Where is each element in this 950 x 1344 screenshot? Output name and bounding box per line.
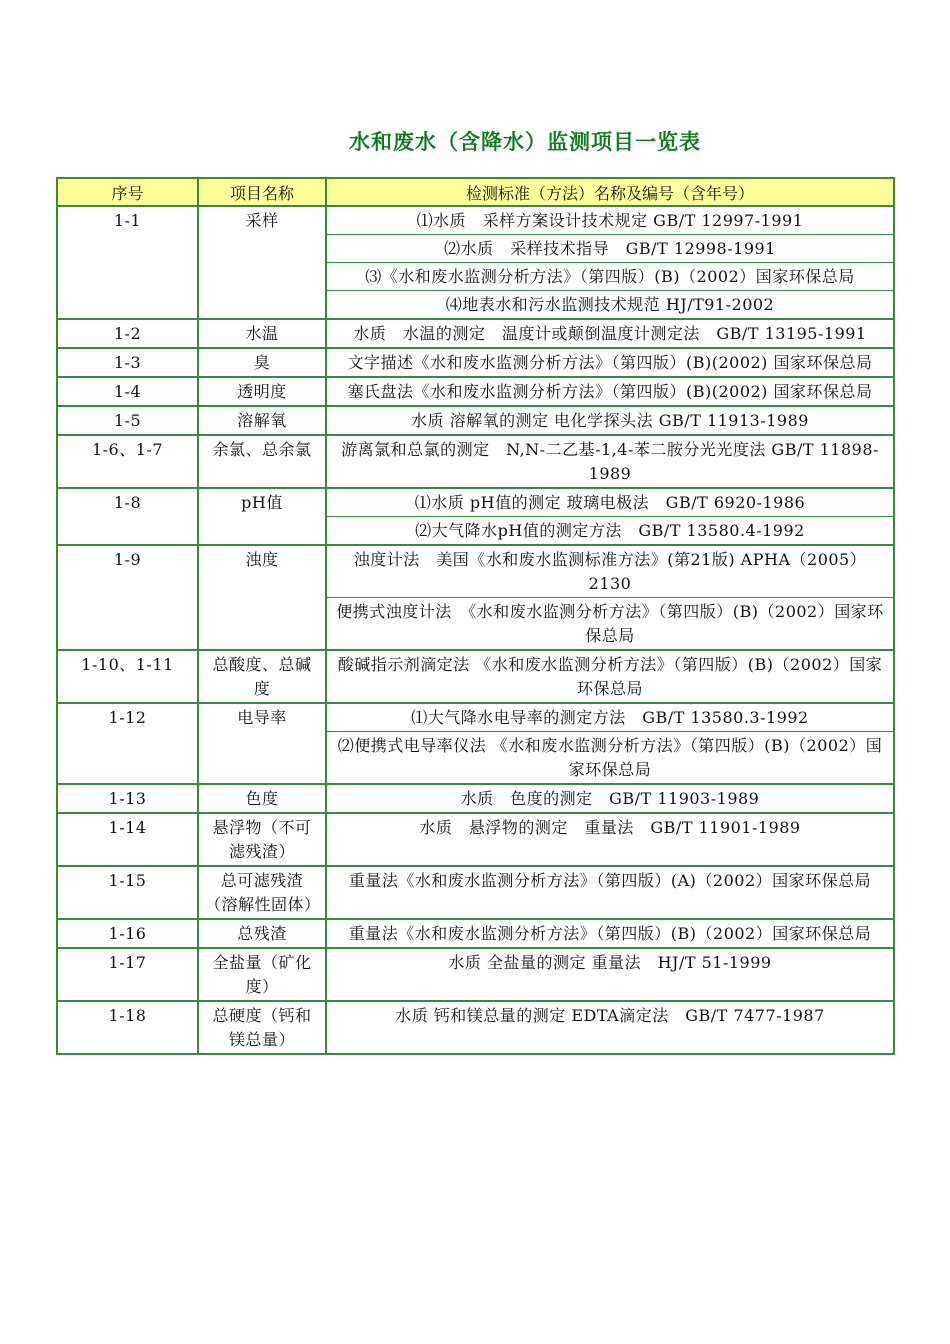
method-cell: ⑴大气降水电导率的测定方法 GB/T 13580.3-1992 bbox=[326, 703, 894, 732]
seq-cell: 1-4 bbox=[57, 377, 198, 406]
seq-cell: 1-6、1-7 bbox=[57, 435, 198, 488]
method-cell: 塞氏盘法《水和废水监测分析方法》（第四版）(B)(2002) 国家环保总局 bbox=[326, 377, 894, 406]
item-name-cell: 浊度 bbox=[198, 545, 326, 650]
method-cell: 水质 悬浮物的测定 重量法 GB/T 11901-1989 bbox=[326, 813, 894, 866]
table-row bbox=[57, 703, 894, 732]
seq-cell: 1-16 bbox=[57, 919, 198, 948]
method-cell: 水质 色度的测定 GB/T 11903-1989 bbox=[326, 784, 894, 813]
seq-cell: 1-13 bbox=[57, 784, 198, 813]
seq-cell: 1-5 bbox=[57, 406, 198, 435]
header-name: 项目名称 bbox=[198, 178, 326, 206]
table-row bbox=[57, 866, 894, 919]
method-cell: 文字描述《水和废水监测分析方法》（第四版）(B)(2002) 国家环保总局 bbox=[326, 348, 894, 377]
item-name-cell: 总酸度、总碱度 bbox=[198, 650, 326, 703]
item-name-cell: 余氯、总余氯 bbox=[198, 435, 326, 488]
method-cell: ⑷地表水和污水监测技术规范 HJ/T91-2002 bbox=[326, 291, 894, 320]
method-cell: 游离氯和总氯的测定 N,N-二乙基-1,4-苯二胺分光光度法 GB/T 11898-1989 bbox=[326, 435, 894, 488]
seq-cell: 1-12 bbox=[57, 703, 198, 784]
table-row bbox=[57, 206, 894, 235]
table-row bbox=[57, 919, 894, 948]
method-cell: 便携式浊度计法 《水和废水监测分析方法》（第四版）(B)（2002）国家环保总局 bbox=[326, 598, 894, 651]
monitoring-items-table bbox=[56, 177, 895, 1055]
table-row bbox=[57, 650, 894, 703]
seq-cell: 1-14 bbox=[57, 813, 198, 866]
table-row bbox=[57, 488, 894, 517]
item-name-cell: 采样 bbox=[198, 206, 326, 319]
method-cell: 水质 钙和镁总量的测定 EDTA滴定法 GB/T 7477-1987 bbox=[326, 1001, 894, 1054]
item-name-cell: 水温 bbox=[198, 319, 326, 348]
item-name-cell: 透明度 bbox=[198, 377, 326, 406]
table-row bbox=[57, 948, 894, 1001]
method-cell: ⑵大气降水pH值的测定方法 GB/T 13580.4-1992 bbox=[326, 517, 894, 546]
method-cell: ⑴水质 pH值的测定 玻璃电极法 GB/T 6920-1986 bbox=[326, 488, 894, 517]
item-name-cell: 全盐量（矿化度） bbox=[198, 948, 326, 1001]
table-header-row bbox=[57, 178, 894, 206]
table-row bbox=[57, 406, 894, 435]
seq-cell: 1-9 bbox=[57, 545, 198, 650]
item-name-cell: 电导率 bbox=[198, 703, 326, 784]
method-cell: 水质 全盐量的测定 重量法 HJ/T 51-1999 bbox=[326, 948, 894, 1001]
method-cell: 水质 水温的测定 温度计或颠倒温度计测定法 GB/T 13195-1991 bbox=[326, 319, 894, 348]
table-row bbox=[57, 319, 894, 348]
seq-cell: 1-15 bbox=[57, 866, 198, 919]
item-name-cell: 总残渣 bbox=[198, 919, 326, 948]
header-method: 检测标准（方法）名称及编号（含年号） bbox=[326, 178, 894, 206]
item-name-cell: 臭 bbox=[198, 348, 326, 377]
method-cell: ⑵便携式电导率仪法 《水和废水监测分析方法》（第四版）(B)（2002）国家环保总局 bbox=[326, 732, 894, 785]
seq-cell: 1-3 bbox=[57, 348, 198, 377]
item-name-cell: 色度 bbox=[198, 784, 326, 813]
method-cell: ⑶《水和废水监测分析方法》（第四版）(B)（2002）国家环保总局 bbox=[326, 263, 894, 291]
item-name-cell: 总可滤残渣（溶解性固体） bbox=[198, 866, 326, 919]
method-cell: ⑴水质 采样方案设计技术规定 GB/T 12997-1991 bbox=[326, 206, 894, 235]
seq-cell: 1-10、1-11 bbox=[57, 650, 198, 703]
item-name-cell: 溶解氧 bbox=[198, 406, 326, 435]
seq-cell: 1-18 bbox=[57, 1001, 198, 1054]
seq-cell: 1-8 bbox=[57, 488, 198, 545]
item-name-cell: 总硬度（钙和镁总量） bbox=[198, 1001, 326, 1054]
seq-cell: 1-1 bbox=[57, 206, 198, 319]
method-cell: 重量法《水和废水监测分析方法》（第四版）(B)（2002）国家环保总局 bbox=[326, 919, 894, 948]
method-cell: 水质 溶解氧的测定 电化学探头法 GB/T 11913-1989 bbox=[326, 406, 894, 435]
header-seq: 序号 bbox=[57, 178, 198, 206]
method-cell: ⑵水质 采样技术指导 GB/T 12998-1991 bbox=[326, 235, 894, 263]
method-cell: 重量法《水和废水监测分析方法》（第四版）(A)（2002）国家环保总局 bbox=[326, 866, 894, 919]
item-name-cell: 悬浮物（不可滤残渣） bbox=[198, 813, 326, 866]
method-cell: 酸碱指示剂滴定法 《水和废水监测分析方法》（第四版）(B)（2002）国家环保总局 bbox=[326, 650, 894, 703]
table-row bbox=[57, 1001, 894, 1054]
table-row bbox=[57, 435, 894, 488]
item-name-cell: pH值 bbox=[198, 488, 326, 545]
table-row bbox=[57, 545, 894, 598]
page-title: 水和废水（含降水）监测项目一览表 bbox=[349, 130, 701, 154]
seq-cell: 1-2 bbox=[57, 319, 198, 348]
table-row bbox=[57, 784, 894, 813]
seq-cell: 1-17 bbox=[57, 948, 198, 1001]
table-body bbox=[57, 206, 894, 1054]
table-row bbox=[57, 348, 894, 377]
method-cell: 浊度计法 美国《水和废水监测标准方法》(第21版) APHA（2005）2130 bbox=[326, 545, 894, 598]
table-row bbox=[57, 813, 894, 866]
table-row bbox=[57, 377, 894, 406]
